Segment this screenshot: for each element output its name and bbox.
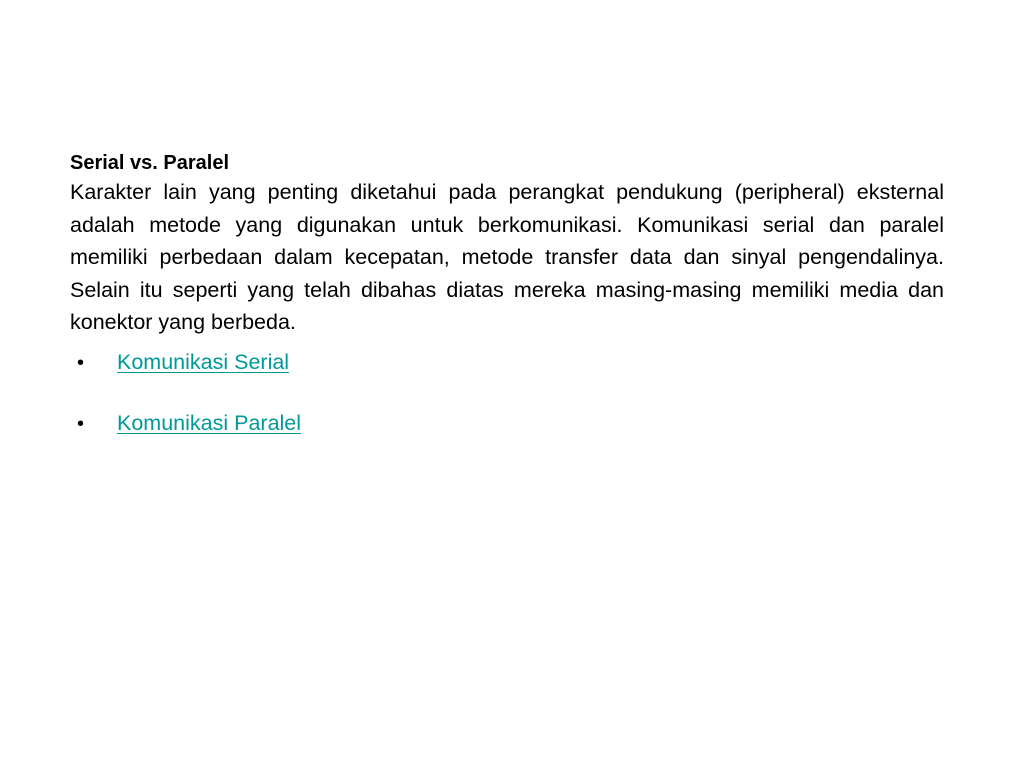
- link-list: [70, 347, 301, 469]
- slide-heading: Serial vs. Paralel: [70, 152, 230, 174]
- bullet-icon: •: [77, 352, 85, 374]
- list-item-paralel: [70, 408, 301, 438]
- komunikasi-serial-link[interactable]: Komunikasi Serial: [117, 350, 290, 374]
- komunikasi-paralel-link[interactable]: Komunikasi Paralel: [117, 411, 302, 435]
- slide-content: [70, 150, 944, 435]
- bullet-icon: •: [77, 413, 85, 435]
- list-item-serial: [70, 347, 301, 377]
- body-paragraph: Karakter lain yang penting diketahui pada perangkat pendukung (peripheral) eksternal adalah metode yang digunakan untuk berkomunikasi. Komunikasi serial dan paralel memiliki perbedaan dalam kecepatan, metode transfer data dan sinyal pengendalinya. Selain itu seperti yang telah dibahas diatas mereka masing-masing memiliki media dan konektor yang berbeda.: [70, 180, 944, 334]
